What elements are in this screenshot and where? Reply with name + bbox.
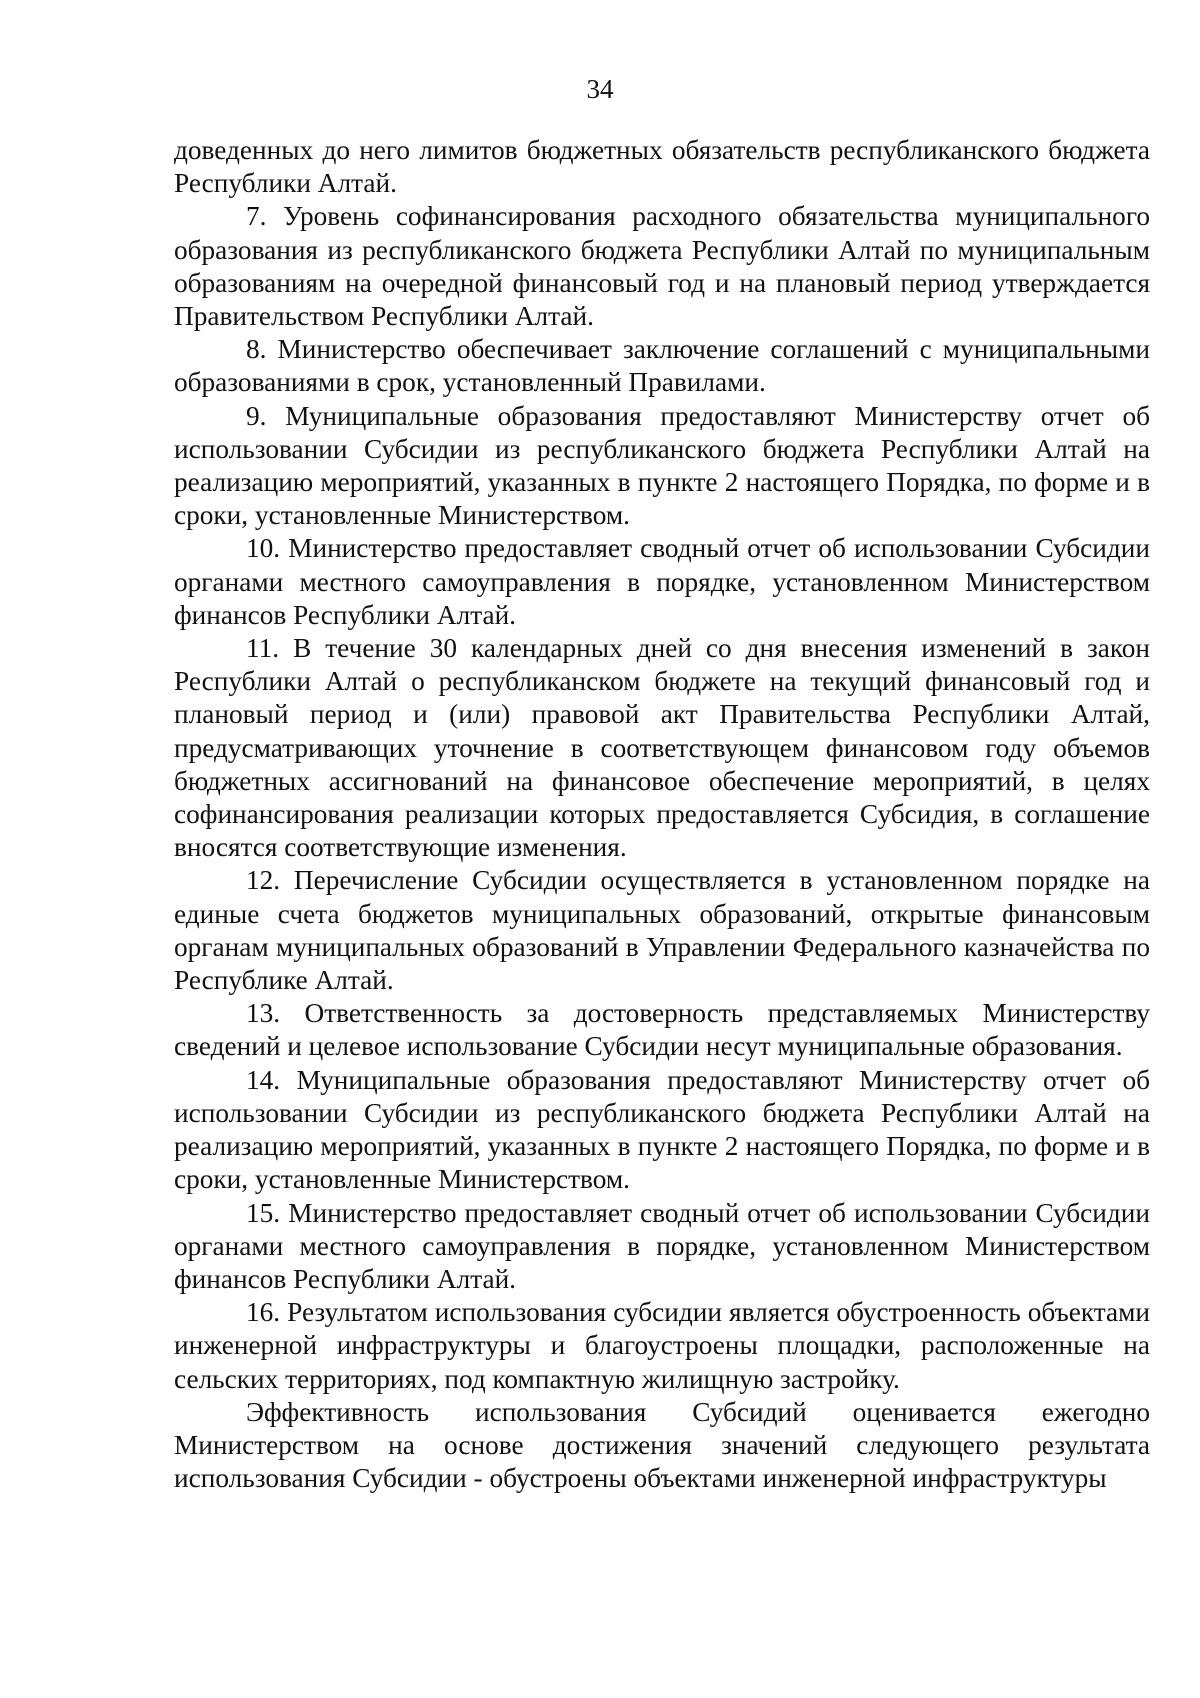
document-body [174, 134, 1150, 1495]
paragraph-item-15: 15. Министерство предоставляет сводный отчет об использовании Субсидии органами местного самоуправления в порядке, установленном Министерством финансов Республики Алтай. [174, 1197, 1150, 1294]
paragraph-item-16: 16. Результатом использования субсидии является обустроенность объектами инженерной инфраструктуры и благоустроены площадки, расположенные на сельских территориях, под компактную жилищную застройку. [174, 1297, 1150, 1394]
paragraph-item-14: 14. Муниципальные образования предоставляют Министерству отчет об использовании Субсидии из республиканского бюджета Республики Алтай на реализацию мероприятий, указанных в пункте 2 настоящего Порядка, по форме и в сроки, установленные Министерством. [174, 1064, 1150, 1195]
paragraph-item-7: 7. Уровень софинансирования расходного обязательства муниципального образования из республиканского бюджета Республики Алтай по муниципальным образованиям на очередной финансовый год и на плановый период утверждается Правительством Республики Алтай. [174, 201, 1150, 332]
paragraph-continuation: доведенных до него лимитов бюджетных обязательств республиканского бюджета Республики Алтай. [174, 135, 1150, 199]
paragraph-item-11: 11. В течение 30 календарных дней со дня внесения изменений в закон Республики Алтай о республиканском бюджете на текущий финансовый год и плановый период и (или) правовой акт Правительства Республики Алтай, предусматривающих уточнение в соответствующем финансовом году объемов бюджетных ассигнований на финансовое обеспечение мероприятий, в целях софинансирования реализации которых предоставляется Субсидия, в соглашение вносятся соответствующие изменения. [174, 633, 1150, 863]
page-number: 34 [586, 74, 614, 104]
paragraph-item-8: 8. Министерство обеспечивает заключение соглашений с муниципальными образованиями в срок, установленный Правилами. [174, 334, 1150, 398]
paragraph-item-13: 13. Ответственность за достоверность представляемых Министерству сведений и целевое использование Субсидии несут муниципальные образования. [174, 998, 1150, 1062]
paragraph-item-9: 9. Муниципальные образования предоставляют Министерству отчет об использовании Субсидии из республиканского бюджета Республики Алтай на реализацию мероприятий, указанных в пункте 2 настоящего Порядка, по форме и в сроки, установленные Министерством. [174, 400, 1150, 531]
paragraph-item-12: 12. Перечисление Субсидии осуществляется в установленном порядке на единые счета бюджетов муниципальных образований, открытые финансовым органам муниципальных образований в Управлении Федерального казначейства по Республике Алтай. [174, 865, 1150, 996]
paragraph-effectiveness: Эффективность использования Субсидий оценивается ежегодно Министерством на основе достижения значений следующего результата использования Субсидии - обустроены объектами инженерной инфраструктуры [174, 1396, 1150, 1494]
paragraph-item-10: 10. Министерство предоставляет сводный отчет об использовании Субсидии органами местного самоуправления в порядке, установленном Министерством финансов Республики Алтай. [174, 533, 1150, 630]
